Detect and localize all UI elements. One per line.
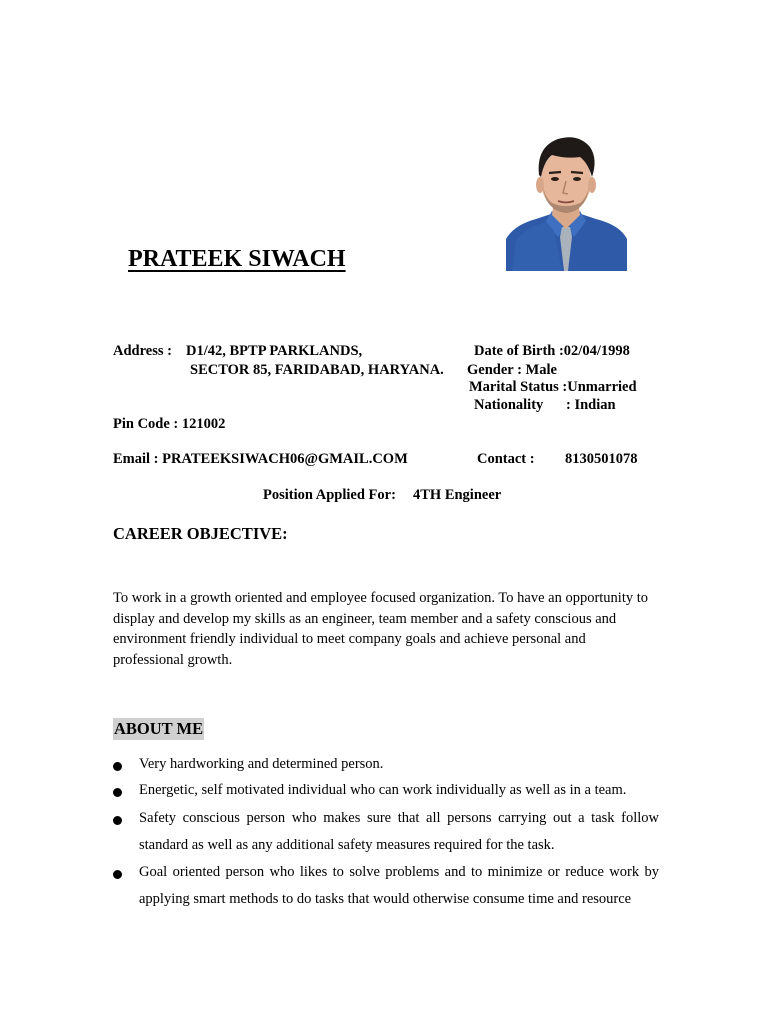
email: Email : PRATEEKSIWACH06@GMAIL.COM	[113, 451, 408, 467]
pin-code: Pin Code : 121002	[113, 416, 226, 432]
list-item-text: Safety conscious person who makes sure that all persons carrying out a task follow standard as well as any additional safety measures required for the task.	[139, 810, 659, 853]
address-line-1: D1/42, BPTP PARKLANDS,	[186, 343, 363, 359]
bullet-icon	[113, 788, 122, 797]
bullet-icon	[113, 762, 122, 771]
list-item-text: Goal oriented person who likes to solve problems and to minimize or reduce work by applying smart methods to do tasks that would otherwise consume time and resource	[139, 864, 659, 907]
contact-number: 8130501078	[565, 451, 638, 467]
bullet-icon	[113, 816, 122, 825]
gender: Gender : Male	[467, 362, 557, 378]
address-line-2: SECTOR 85, FARIDABAD, HARYANA.	[190, 362, 444, 378]
nationality-value: : Indian	[566, 397, 616, 413]
date-of-birth: Date of Birth :02/04/1998	[474, 343, 630, 359]
profile-photo	[506, 129, 627, 271]
career-objective-text: To work in a growth oriented and employee focused organization. To have an opportunity to display and develop my skills as an engineer, team member and a safety conscious and environment friendly individual to meet company goals and achieve personal and professional growth.	[113, 590, 649, 669]
bullet-icon	[113, 870, 122, 879]
marital-status: Marital Status :Unmarried	[469, 379, 637, 395]
candidate-name: PRATEEK SIWACH	[128, 246, 346, 272]
position-label: Position Applied For:	[263, 487, 396, 503]
nationality-label: Nationality	[474, 397, 544, 413]
about-me-heading: ABOUT ME	[114, 719, 204, 738]
career-objective-heading: CAREER OBJECTIVE:	[113, 524, 288, 543]
list-item-text: Very hardworking and determined person.	[139, 756, 384, 772]
address-label: Address :	[113, 343, 172, 359]
position-value: 4TH Engineer	[413, 487, 502, 503]
contact-label: Contact :	[477, 451, 535, 467]
list-item-text: Energetic, self motivated individual who can work individually as well as in a team.	[139, 782, 627, 798]
